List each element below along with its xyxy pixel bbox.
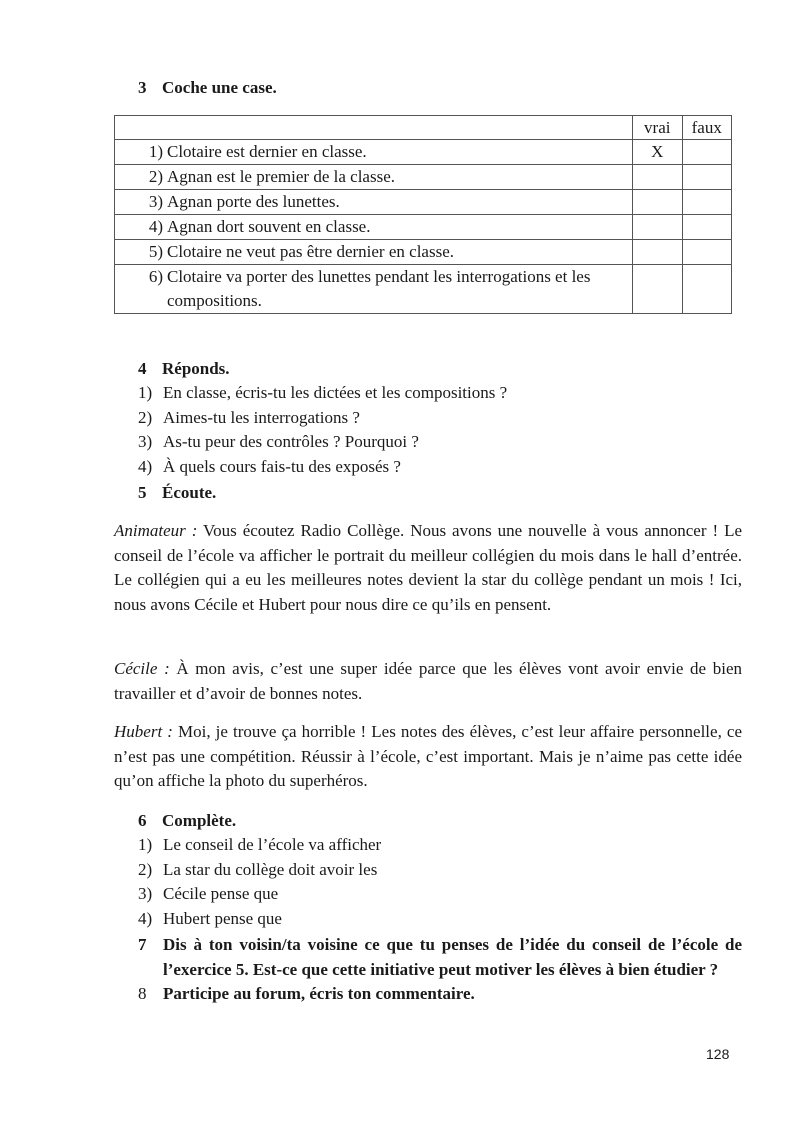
exercise-7 (138, 933, 742, 982)
table-row (115, 265, 732, 314)
list-item: 2) La star du collège doit avoir les (138, 859, 378, 879)
faux-checkbox[interactable] (682, 215, 732, 240)
row-number: 6) (148, 267, 163, 286)
vrai-checkbox[interactable] (633, 240, 682, 265)
dialogue-paragraph-cecile (114, 657, 742, 706)
speaker-name: Animateur : (114, 521, 198, 540)
vrai-checkbox[interactable]: X (633, 140, 682, 165)
row-number: 1) (148, 142, 163, 161)
header-faux: faux (682, 116, 732, 140)
table-row (115, 240, 732, 265)
row-number: 5) (148, 242, 163, 261)
vrai-checkbox[interactable] (633, 165, 682, 190)
vrai-checkbox[interactable] (633, 215, 682, 240)
exercise-8 (138, 982, 742, 1007)
exercise-instruction: Participe au forum, écris ton commentaire. (163, 984, 475, 1004)
dialogue-paragraph-hubert (114, 720, 742, 794)
header-vrai: vrai (633, 116, 682, 140)
exercise-6-heading (138, 809, 236, 833)
header-empty-cell (115, 116, 633, 140)
true-false-table (114, 115, 732, 314)
exercise-instruction: Dis à ton voisin/ta voisine ce que tu penses de l’idée du conseil de l’école de l’exercice 5. Est-ce que cette initiative peut motiver les élèves à bien étudier ? (163, 935, 742, 979)
vrai-checkbox[interactable] (633, 265, 682, 314)
exercise-number: 6 (138, 811, 147, 830)
faux-checkbox[interactable] (682, 140, 732, 165)
exercise-title: Coche une case. (162, 78, 277, 97)
dialogue-text: Moi, je trouve ça horrible ! Les notes des élèves, c’est leur affaire personnelle, ce n’est pas une compétition. Réussir à l’école, c’est important. Mais je n’aime pas cette idée qu’on affiche la photo du superhéros. (114, 722, 742, 791)
speaker-name: Hubert : (114, 722, 173, 741)
row-number: 4) (148, 217, 163, 236)
exercise-title: Écoute. (162, 483, 217, 502)
dialogue-paragraph-animateur (114, 519, 742, 617)
exercise-6-items (138, 833, 381, 931)
statement-text: Agnan porte des lunettes. (167, 192, 340, 211)
list-item: 3) Cécile pense que (138, 884, 279, 904)
exercise-number: 8 (138, 984, 147, 1004)
dialogue-text: À mon avis, c’est une super idée parce que les élèves vont avoir envie de bien travailler et d’avoir de bonnes notes. (114, 659, 742, 703)
exercise-title: Complète. (162, 811, 237, 830)
exercise-5-heading (138, 481, 216, 505)
row-number: 2) (148, 167, 163, 186)
list-item: 1) Le conseil de l’école va afficher (138, 835, 382, 854)
exercise-4-heading (138, 357, 230, 381)
exercise-3-heading (138, 76, 277, 100)
faux-checkbox[interactable] (682, 240, 732, 265)
faux-checkbox[interactable] (682, 165, 732, 190)
table-row (115, 190, 732, 215)
page-number: 128 (706, 1046, 730, 1062)
table-header-row (115, 116, 732, 140)
table-row (115, 165, 732, 190)
statement-text: Clotaire ne veut pas être dernier en classe. (167, 242, 454, 261)
exercise-title: Réponds. (162, 359, 230, 378)
statement-text: Clotaire est dernier en classe. (167, 142, 367, 161)
statement-text: Clotaire va porter des lunettes pendant les interrogations et les compositions. (167, 267, 591, 310)
table-row (115, 140, 732, 165)
faux-checkbox[interactable] (682, 265, 732, 314)
statement-text: Agnan est le premier de la classe. (167, 167, 395, 186)
statement-text: Agnan dort souvent en classe. (167, 217, 371, 236)
list-item: 1) En classe, écris-tu les dictées et les compositions ? (138, 383, 508, 402)
exercise-number: 4 (138, 359, 147, 378)
faux-checkbox[interactable] (682, 190, 732, 215)
row-number: 3) (148, 192, 163, 211)
list-item: 4) À quels cours fais-tu des exposés ? (138, 456, 401, 476)
exercise-number: 5 (138, 483, 147, 502)
exercise-4-questions (138, 381, 507, 479)
speaker-name: Cécile : (114, 659, 170, 678)
list-item: 4) Hubert pense que (138, 908, 282, 928)
exercise-number: 3 (138, 78, 147, 97)
vrai-checkbox[interactable] (633, 190, 682, 215)
table-row (115, 215, 732, 240)
list-item: 3) As-tu peur des contrôles ? Pourquoi ? (138, 432, 419, 452)
exercises-7-8 (138, 933, 742, 1007)
list-item: 2) Aimes-tu les interrogations ? (138, 407, 360, 427)
exercise-number: 7 (138, 935, 147, 954)
dialogue-text: Vous écoutez Radio Collège. Nous avons une nouvelle à vous annoncer ! Le conseil de l’école va afficher le portrait du meilleur collégien du mois dans le hall d’entrée. Le collégien qui a eu les meilleures notes devient la star du collège pendant un mois ! Ici, nous avons Cécile et Hubert pour nous dire ce qu’ils en pensent. (114, 521, 742, 614)
